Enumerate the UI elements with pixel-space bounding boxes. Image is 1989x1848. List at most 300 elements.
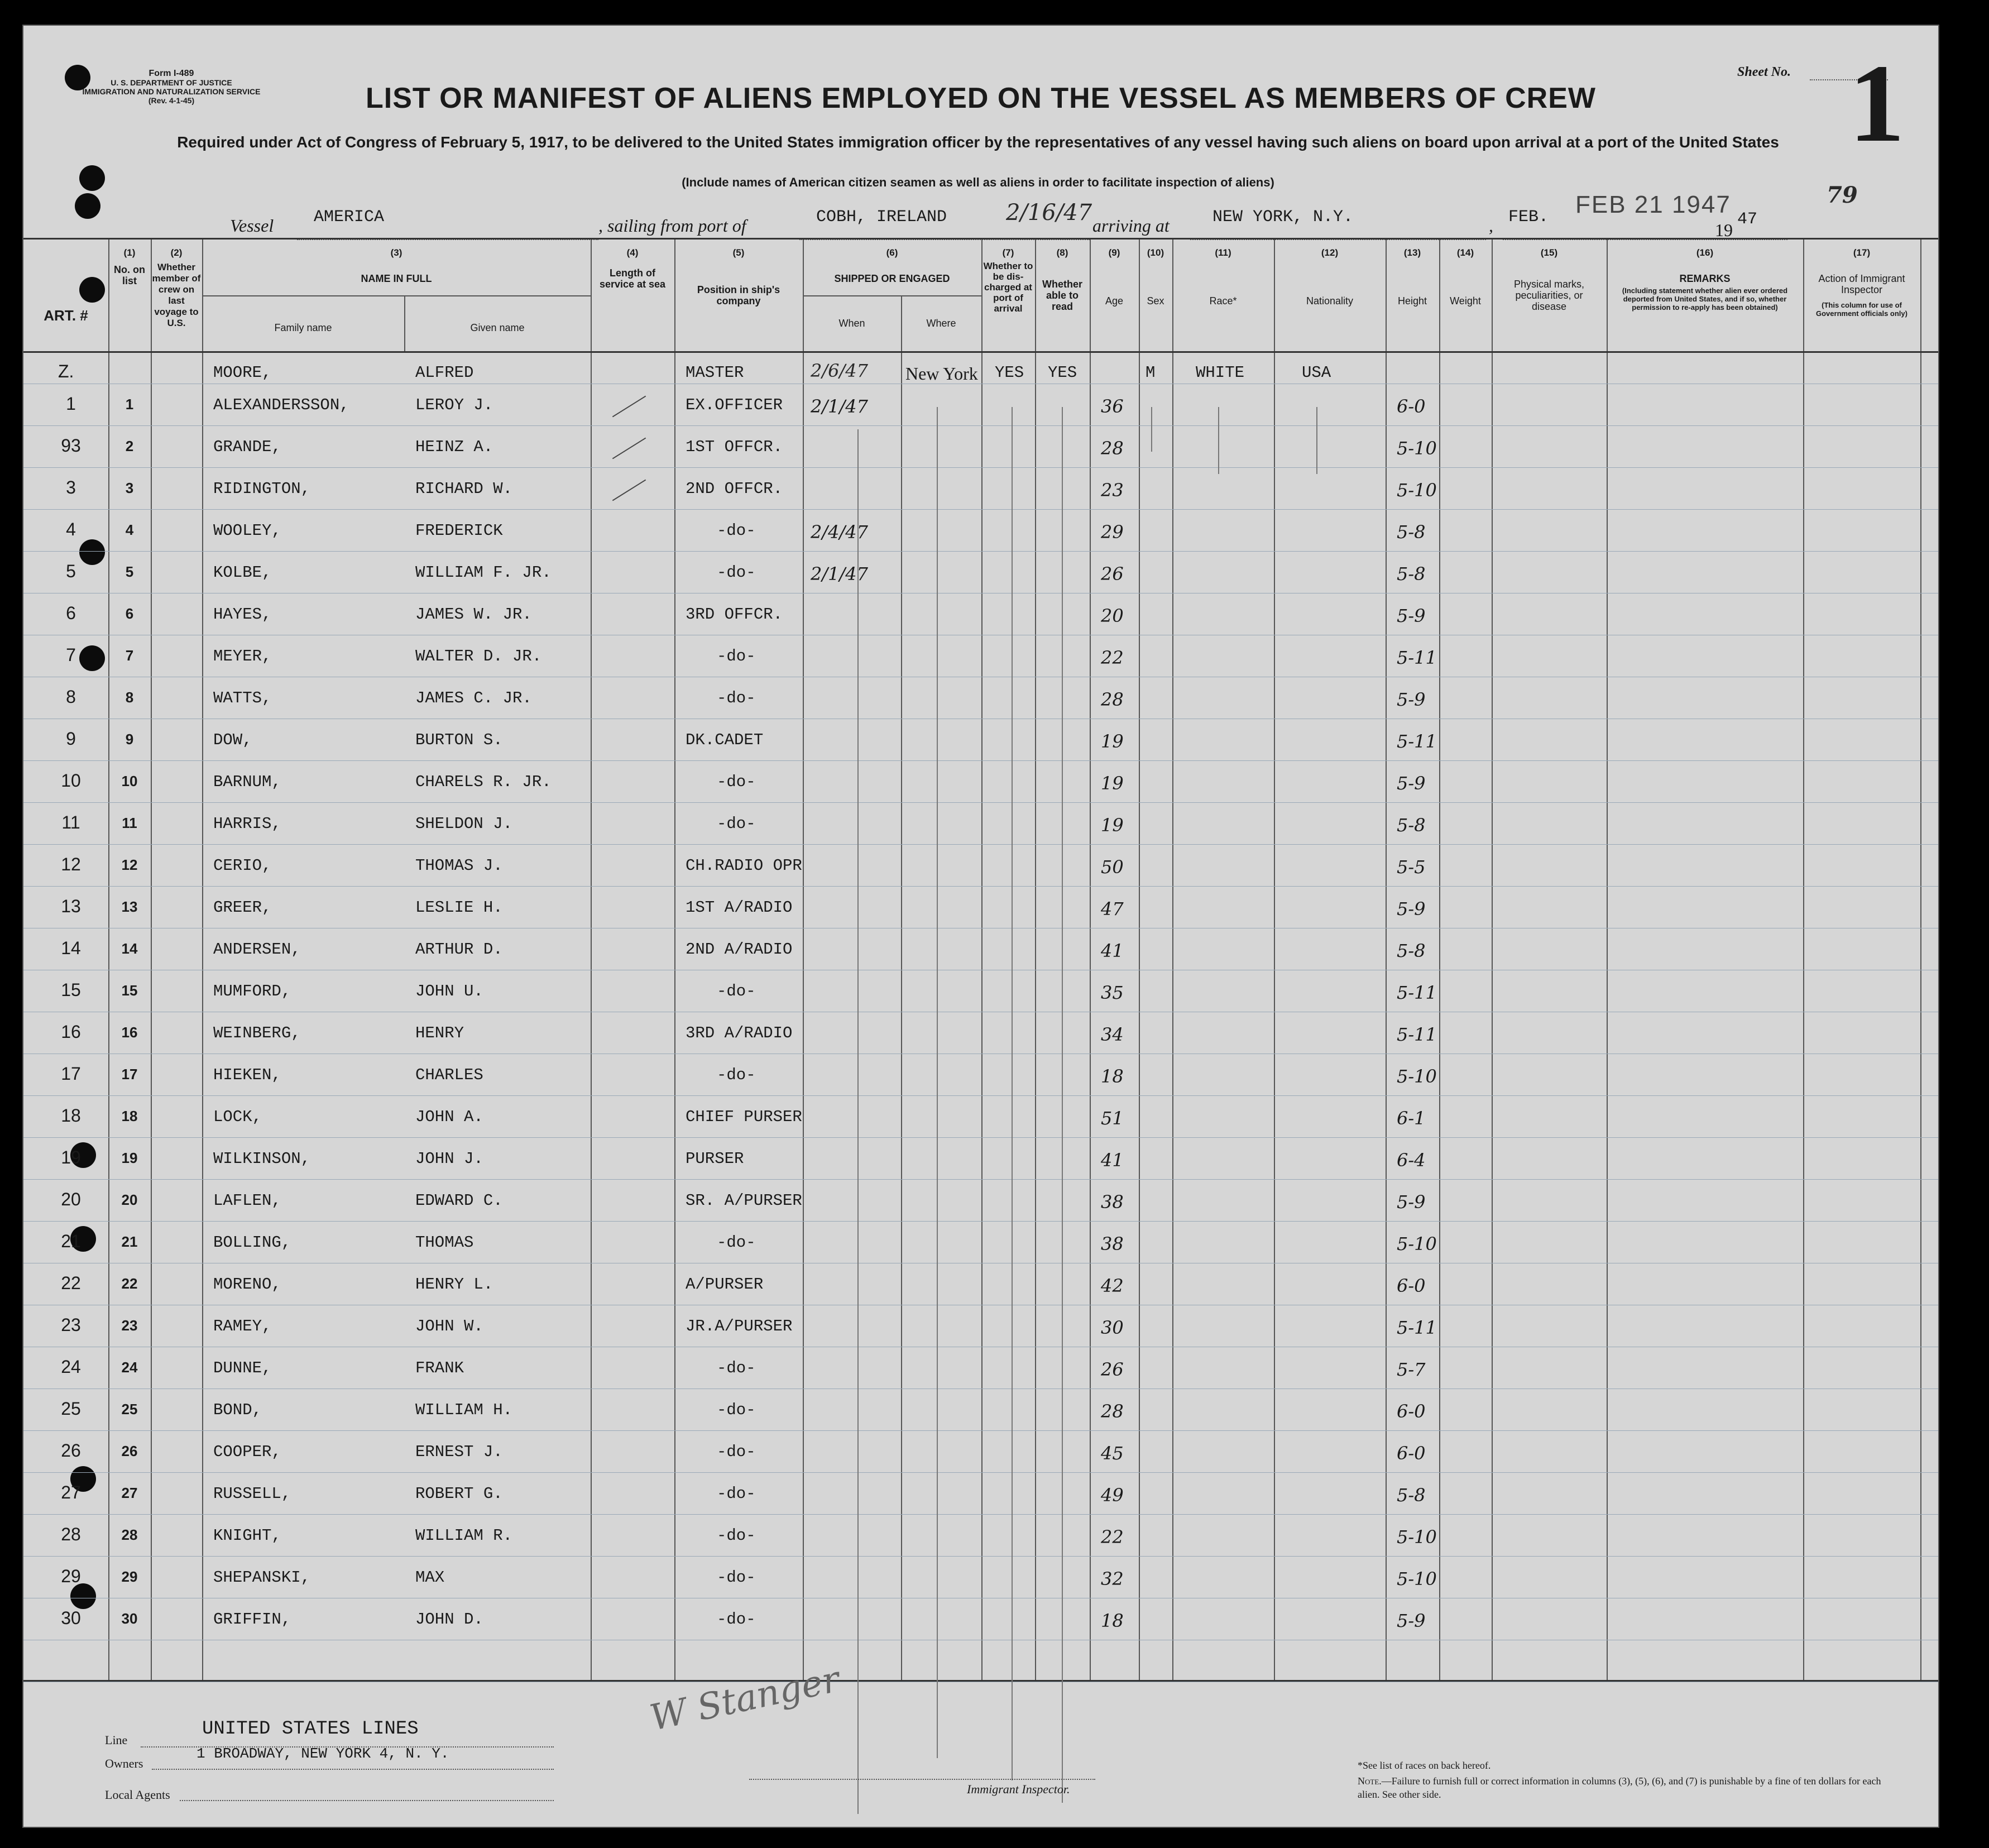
row-number: 18 [121, 1108, 138, 1124]
note-label: Note. [1358, 1775, 1382, 1787]
row-position: -do- [717, 1568, 756, 1587]
row-rule [23, 1221, 1938, 1222]
row-age: 51 [1101, 1108, 1124, 1129]
port-to: NEW YORK, N.Y. [1212, 208, 1354, 227]
service-dash-mark [609, 1118, 610, 1119]
row-number: 16 [121, 1024, 138, 1041]
sailing-date-handwritten: 2/16/47 [1006, 200, 1092, 226]
manifest-table [23, 238, 1938, 1682]
row-family-name: BARNUM, [213, 773, 281, 791]
sheet-number-label: Sheet No. [1737, 65, 1791, 79]
row-position: -do- [717, 1401, 756, 1419]
row-age: 47 [1101, 898, 1124, 920]
vessel-label: Vessel [230, 216, 274, 236]
row-age: 28 [1101, 689, 1124, 710]
row-art: 18 [61, 1105, 81, 1126]
col-11-number: (11) [1215, 247, 1231, 258]
row-height: 5-9 [1397, 1191, 1426, 1213]
row-age: 28 [1101, 438, 1124, 459]
row-family-name: RUSSELL, [213, 1485, 291, 1503]
row-art: 20 [61, 1189, 81, 1209]
row-age: 49 [1101, 1485, 1124, 1506]
row-age: 20 [1101, 605, 1124, 626]
row-position: -do- [717, 1066, 756, 1084]
note-text: —Failure to furnish full or correct information in columns (3), (5), (6), and (7) is punishable by a fine of ten dollars for each alien. See other side. [1358, 1775, 1881, 1800]
service-dash-mark [609, 908, 610, 909]
row-position: -do- [717, 982, 756, 1000]
row-position: -do- [717, 1233, 756, 1252]
col-8-header: Whether able to read [1042, 279, 1082, 312]
row-given-name: THOMAS [415, 1233, 474, 1252]
service-dash-mark [609, 657, 610, 658]
row-number: 8 [125, 689, 134, 706]
row-family-name: RIDINGTON, [213, 480, 311, 498]
row-age: 18 [1101, 1066, 1124, 1087]
row-art: 24 [61, 1357, 81, 1377]
row-art: 30 [61, 1608, 81, 1628]
row-height: 5-11 [1397, 647, 1437, 668]
col-2-number: (2) [170, 247, 183, 258]
row-family-name: DUNNE, [213, 1359, 272, 1377]
row-position: EX.OFFICER [686, 396, 783, 414]
col-9-number: (9) [1108, 247, 1120, 258]
col-8-number: (8) [1056, 247, 1068, 258]
row-height: 5-5 [1397, 856, 1426, 878]
row-height: 6-0 [1397, 1401, 1426, 1422]
row-position: -do- [717, 1359, 756, 1377]
col-2-header: Whether member of crew on last voyage to U.S. [152, 262, 201, 328]
row-family-name: WOOLEY, [213, 521, 281, 540]
row-position: JR.A/PURSER [686, 1317, 793, 1335]
row-position: -do- [717, 1485, 756, 1503]
row-height: 5-9 [1397, 773, 1426, 794]
row-age: 19 [1101, 815, 1124, 836]
row-family-name: HARRIS, [213, 815, 281, 833]
row-age: 29 [1101, 521, 1124, 543]
row-rule [23, 1137, 1938, 1138]
row-rule [23, 1556, 1938, 1557]
row-age: 22 [1101, 647, 1124, 668]
owners-label: Owners [105, 1756, 143, 1770]
row-age: 41 [1101, 940, 1124, 961]
row-height: 6-1 [1397, 1108, 1426, 1129]
department-name: U. S. DEPARTMENT OF JUSTICE [111, 78, 232, 87]
col-9-header: Age [1105, 295, 1124, 307]
row-height: 5-9 [1397, 605, 1426, 626]
row-age: 42 [1101, 1275, 1124, 1296]
row-number: 13 [121, 898, 138, 915]
col-10-header: Sex [1147, 295, 1164, 307]
service-dash-mark [609, 1536, 610, 1538]
col-1-header: No. on list [114, 264, 145, 286]
row-number: 7 [125, 647, 134, 664]
row-given-name: JOHN J. [415, 1150, 483, 1168]
row-family-name: COOPER, [213, 1443, 281, 1461]
row-position: -do- [717, 689, 756, 707]
col-16-note: (Including statement whether alien ever ordered deported from United States, and if so, whether permission to re-apply has been obtained) [1622, 286, 1788, 312]
row-number: 12 [121, 856, 138, 873]
row-art: 7 [66, 645, 76, 665]
row-position: CHIEF PURSER [686, 1108, 802, 1126]
row-number: 4 [125, 521, 134, 538]
row-given-name: JOHN A. [415, 1108, 483, 1126]
row-number: 25 [121, 1401, 138, 1418]
row-age: 45 [1101, 1443, 1124, 1464]
row-age: 50 [1101, 856, 1124, 878]
master-position: MASTER [686, 363, 744, 382]
row-given-name: SHELDON J. [415, 815, 513, 833]
row-number: 14 [121, 940, 138, 957]
vessel-name: AMERICA [314, 208, 385, 227]
row-number: 1 [125, 396, 134, 413]
service-dash-mark [609, 1327, 610, 1328]
row-height: 5-7 [1397, 1359, 1426, 1380]
col-12-header: Nationality [1306, 295, 1354, 307]
service-dash-mark [609, 950, 610, 951]
service-dash-mark [609, 532, 610, 533]
row-number: 22 [121, 1275, 138, 1292]
row-art: 26 [61, 1440, 81, 1461]
row-given-name: HEINZ A. [415, 438, 493, 456]
row-height: 5-11 [1397, 982, 1437, 1003]
row-art: 4 [66, 519, 76, 539]
row-position: 1ST OFFCR. [686, 438, 783, 456]
row-art: 5 [66, 561, 76, 581]
col-13-number: (13) [1403, 247, 1421, 258]
row-art: 14 [61, 938, 81, 958]
row-age: 19 [1101, 731, 1124, 752]
row-height: 6-0 [1397, 396, 1426, 417]
date-stamp: FEB 21 1947 [1575, 191, 1731, 218]
master-family-name: MOORE, [213, 363, 272, 382]
row-number: 6 [125, 605, 134, 622]
row-family-name: KOLBE, [213, 563, 272, 582]
row-rule [23, 1095, 1938, 1096]
row-art: 12 [61, 854, 81, 874]
row-given-name: JAMES W. JR. [415, 605, 532, 624]
col-5-number: (5) [732, 247, 745, 258]
sailing-label: , sailing from port of [598, 216, 746, 236]
row-position: CH.RADIO OPR [686, 856, 802, 875]
row-rule [23, 551, 1938, 552]
inspector-signature: W Stanger [646, 1658, 843, 1740]
row-family-name: SHEPANSKI, [213, 1568, 311, 1587]
row-given-name: ERNEST J. [415, 1443, 503, 1461]
row-age: 22 [1101, 1526, 1124, 1548]
service-dash-mark [609, 1453, 610, 1454]
row-height: 5-9 [1397, 689, 1426, 710]
col-17-number: (17) [1853, 247, 1871, 258]
row-number: 30 [121, 1610, 138, 1627]
row-number: 2 [125, 438, 134, 454]
col-3a-header: Family name [274, 322, 332, 333]
row-age: 26 [1101, 563, 1124, 585]
master-discharged: YES [995, 363, 1024, 382]
master-read: YES [1048, 363, 1077, 382]
row-art: 1 [66, 394, 76, 414]
row-given-name: JOHN W. [415, 1317, 483, 1335]
row-age: 34 [1101, 1024, 1124, 1045]
row-height: 5-8 [1397, 521, 1426, 543]
col-7-header: Whether to be dis-charged at port of arrival [983, 261, 1033, 314]
row-given-name: RICHARD W. [415, 480, 513, 498]
row-rule [23, 509, 1938, 510]
row-rule [23, 760, 1938, 761]
row-family-name: CERIO, [213, 856, 272, 875]
service-dash-mark [609, 1201, 610, 1203]
sheet-annotation: 79 [1827, 182, 1858, 208]
row-age: 36 [1101, 396, 1124, 417]
row-art: 29 [61, 1566, 81, 1586]
row-height: 5-9 [1397, 1610, 1426, 1631]
col-6-header: SHIPPED OR ENGAGED [834, 273, 950, 284]
col-14-header: Weight [1450, 295, 1481, 307]
row-given-name: JOHN D. [415, 1610, 483, 1629]
row-height: 5-9 [1397, 898, 1426, 920]
col-art-header: ART. # [44, 307, 88, 324]
service-dash-mark [612, 438, 646, 459]
col-6-number: (6) [886, 247, 898, 258]
manifest-sheet: Form I-489 U. S. DEPARTMENT OF JUSTICE IMMIGRATION AND NATURALIZATION SERVICE (Rev. 4-1-45) LIST OR MANIFEST OF ALIENS EMPLOYED ON THE VESSEL AS MEMBERS OF CREW Required under Act of Congress of February 5, 1917, to be delivered to the United States immigration officer by the representatives of any vessel having such aliens on board upon arrival at a port of the United States (Include names of American citizen seamen as well as aliens in order to facilitate inspection of aliens) Sheet No. 1 79 Vessel AMERICA , sailing from port of COBH, IRELAND 2/16/47 arriving at NEW YORK, N.Y. , FEB. FEB 21 1947 19 47 ART. # (1) No. on list (2) Whether member of crew on last voyage to U.S. (3) NAME IN FULL Family name Given name (4) Length of service at sea (5) Position in ship's company (6) SHIPPED OR ENGAGED When Where (7) Whether to be dis-charged at port of arrival (8) Whether able to read (9) Age (10) Sex (11) Race* (12) Nationality (13) Height (14) Weight (15) Physical marks, peculiarities, or disease (16) REMARKS (Including statement whether alien ever ordered deported from United States, and if so, whether permission to re-apply has been obtained) (17) Action of Immigrant Inspector (This column for use of Government officials only) 1 1 ALEXANDERSSON, LEROY J. EX.OFFICER 2/1/47 36 6-0 93 2 GRANDE, HEINZ A. 1ST OFFCR. 28 5-10 3 3 RIDINGTON, RICHARD W. 2ND OFFCR. 23 5-10 4 4 WOOLEY, FREDERICK -do- 2/4/47 29 5-8 5 5 KOLBE, WILLIAM F. JR. -do- 2/1/47 26 5-8 6 6 HAYES, JAMES W. JR. 3RD OFFCR. 20 5-9 7 7 MEYER, WALTER D. JR. -do- 22 5-11 8 8 WATTS, JAMES C. JR. -do- 28 5-9 9 9 DOW, BURTON S. DK.CADET 19 5-11 10 10 BARNUM, CHARELS R. JR. -do- 19 5-9 11 11 HARRIS, SHELDON J. -do- 19 5-8 12 12 CERIO, THOMAS J. CH.RADIO OPR 50 5-5 13 13 GREER, LESLIE H. 1ST A/RADIO 47 5-9 14 14 ANDERSEN, ARTHUR D. 2ND A/RADIO 41 5-8 15 15 MUMFORD, JOHN U. -do- 35 5-11 16 16 WEINBERG, HENRY 3RD A/RADIO 34 5-11 17 17 HIEKEN, CHARLES -do- 18 5-10 18 18 LOCK, JOHN A. CHIEF PURSER 51 6-1 19 19 WILKINSON, JOHN J. PURSER 41 6-4 20 20 LAFLEN, EDWARD C. SR. A/PURSER 38 5-9 21 21 BOLLING, THOMAS -do- 38 5-10 22 22 MORENO, HENRY L. A/PURSER 42 6-0 23 23 RAMEY, JOHN W. JR.A/PURSER 30 5-11 24 24 DUNNE, FRANK -do- 26 5-7 25 25 BOND, WILLIAM H. -do- 28 6-0 26 26 COOPER, ERNEST J. -do- 45 6-0 27 27 RUSSELL, ROBERT G. -do- 49 5-8 28 28 KNIGHT, WILLIAM R. -do- 22 5-10 29 29 SHEPANSKI, MAX -do- 32 5-10 30 30 GRIFFIN, JOHN D. -do- 18 5-9 Z. MOORE, ALFRED MASTER 2/6/47 New York YES YES M WHITE USA Line UNITED STATES LINES Owners 1 BROADWAY, NEW YORK 4, N. Y. Local Agents W Stanger Immigrant Inspector. *See list of races on back hereof. Note.—Failure to furnish full or correct information in columns (3), (5), (6), and (7) is punishable by a fine of ten dollars for each alien. See other side. [22, 25, 1939, 1828]
master-given-name: ALFRED [415, 363, 474, 382]
row-when: 2/1/47 [811, 396, 868, 417]
row-rule [23, 425, 1938, 426]
row-given-name: THOMAS J. [415, 856, 503, 875]
form-number: Form I-489 [148, 69, 194, 78]
row-number: 3 [125, 480, 134, 496]
row-family-name: GRIFFIN, [213, 1610, 291, 1629]
row-given-name: LEROY J. [415, 396, 493, 414]
row-given-name: CHARLES [415, 1066, 483, 1084]
row-position: -do- [717, 1526, 756, 1545]
row-age: 38 [1101, 1191, 1124, 1213]
master-when: 2/6/47 [811, 360, 868, 381]
row-family-name: DOW, [213, 731, 252, 749]
row-position: 2ND OFFCR. [686, 480, 783, 498]
fine-note [1358, 1774, 1894, 1801]
row-number: 28 [121, 1526, 138, 1543]
row-family-name: MEYER, [213, 647, 272, 666]
row-position: SR. A/PURSER [686, 1191, 802, 1210]
col-14-number: (14) [1456, 247, 1474, 258]
row-position: -do- [717, 1443, 756, 1461]
row-age: 38 [1101, 1233, 1124, 1255]
row-art: 21 [61, 1231, 81, 1251]
row-position: -do- [717, 773, 756, 791]
row-family-name: LAFLEN, [213, 1191, 281, 1210]
row-height: 5-11 [1397, 731, 1437, 752]
races-note: *See list of races on back hereof. [1358, 1760, 1491, 1771]
row-art: 27 [61, 1482, 81, 1502]
row-when: 2/4/47 [811, 521, 868, 543]
row-age: 35 [1101, 982, 1124, 1003]
row-position: A/PURSER [686, 1275, 764, 1294]
col-17-header: Action of Immigrant Inspector [1818, 273, 1905, 295]
row-height: 5-8 [1397, 940, 1426, 961]
row-number: 20 [121, 1191, 138, 1208]
col-3b-header: Given name [470, 322, 525, 333]
row-art: 25 [61, 1399, 81, 1419]
row-number: 23 [121, 1317, 138, 1334]
row-number: 15 [121, 982, 138, 999]
row-height: 5-8 [1397, 563, 1426, 585]
row-position: -do- [717, 563, 756, 582]
row-height: 5-10 [1397, 1526, 1437, 1548]
col-4-header: Length of service at sea [599, 267, 666, 290]
service-dash-mark [609, 992, 610, 993]
service-dash-mark [609, 573, 610, 574]
col-10-number: (10) [1147, 247, 1164, 258]
service-dash-mark [609, 1369, 610, 1370]
service-dash-mark [609, 1034, 610, 1035]
punch-hole [79, 165, 105, 191]
master-sex: M [1146, 363, 1156, 382]
row-given-name: WILLIAM F. JR. [415, 563, 552, 582]
service-dash-mark [609, 699, 610, 700]
service-dash-mark [609, 783, 610, 784]
year-prefix: 19 [1715, 220, 1733, 240]
row-position: 3RD OFFCR. [686, 605, 783, 624]
service-dash-mark [609, 1620, 610, 1621]
row-rule [23, 1472, 1938, 1473]
row-rule [23, 467, 1938, 468]
row-given-name: MAX [415, 1568, 445, 1587]
service-dash-mark [612, 396, 646, 418]
row-age: 30 [1101, 1317, 1124, 1338]
row-when: 2/1/47 [811, 563, 868, 585]
row-family-name: ALEXANDERSSON, [213, 396, 349, 414]
col-4-number: (4) [626, 247, 639, 258]
row-age: 18 [1101, 1610, 1124, 1631]
row-position: -do- [717, 1610, 756, 1629]
row-rule [23, 886, 1938, 887]
year-suffix: 47 [1737, 210, 1758, 229]
row-art: 17 [61, 1064, 81, 1084]
local-agents-label: Local Agents [105, 1788, 170, 1802]
service-dash-mark [609, 866, 610, 868]
col-17-note: (This column for use of Government officials only) [1816, 301, 1907, 318]
row-number: 29 [121, 1568, 138, 1585]
row-family-name: GREER, [213, 898, 272, 917]
row-age: 26 [1101, 1359, 1124, 1380]
row-height: 5-10 [1397, 1233, 1437, 1255]
row-rule [23, 1179, 1938, 1180]
row-height: 5-8 [1397, 815, 1426, 836]
port-from: COBH, IRELAND [816, 208, 947, 227]
row-family-name: GRANDE, [213, 438, 281, 456]
row-given-name: WILLIAM R. [415, 1526, 513, 1545]
row-given-name: WALTER D. JR. [415, 647, 542, 666]
row-position: -do- [717, 647, 756, 666]
row-height: 5-8 [1397, 1485, 1426, 1506]
service-dash-mark [609, 1076, 610, 1077]
sheet-number: 1 [1849, 42, 1905, 165]
row-art: 6 [66, 603, 76, 623]
master-nationality: USA [1302, 363, 1331, 382]
row-height: 5-11 [1397, 1317, 1437, 1338]
row-family-name: WILKINSON, [213, 1150, 311, 1168]
master-race: WHITE [1196, 363, 1245, 382]
row-art: 10 [61, 770, 81, 791]
line-value: UNITED STATES LINES [202, 1718, 419, 1740]
row-position: -do- [717, 521, 756, 540]
row-position: 2ND A/RADIO [686, 940, 793, 959]
row-age: 19 [1101, 773, 1124, 794]
col-3-header: NAME IN FULL [361, 273, 432, 284]
row-age: 41 [1101, 1150, 1124, 1171]
row-position: 3RD A/RADIO [686, 1024, 793, 1042]
service-dash-mark [609, 1160, 610, 1161]
page-subnote: (Include names of American citizen seamen as well as aliens in order to facilitate inspection of aliens) [682, 175, 1274, 189]
row-art: 15 [61, 980, 81, 1000]
row-art: 11 [61, 812, 80, 832]
row-height: 5-10 [1397, 438, 1437, 459]
row-number: 10 [121, 773, 138, 789]
col-16-number: (16) [1696, 247, 1714, 258]
row-given-name: LESLIE H. [415, 898, 503, 917]
col-12-number: (12) [1321, 247, 1339, 258]
row-family-name: BOND, [213, 1401, 262, 1419]
row-number: 17 [121, 1066, 138, 1083]
row-art: 22 [61, 1273, 81, 1293]
row-family-name: HIEKEN, [213, 1066, 281, 1084]
master-art: Z. [58, 361, 74, 381]
row-art: 93 [61, 435, 81, 456]
line-label: Line [105, 1733, 128, 1747]
row-art: 19 [61, 1147, 81, 1167]
row-art: 8 [66, 687, 76, 707]
row-rule [23, 1514, 1938, 1515]
row-family-name: WATTS, [213, 689, 272, 707]
col-15-number: (15) [1540, 247, 1558, 258]
row-family-name: HAYES, [213, 605, 272, 624]
row-given-name: CHARELS R. JR. [415, 773, 552, 791]
row-family-name: MUMFORD, [213, 982, 291, 1000]
row-given-name: EDWARD C. [415, 1191, 503, 1210]
row-position: PURSER [686, 1150, 744, 1168]
row-family-name: KNIGHT, [213, 1526, 281, 1545]
service-dash-mark [609, 615, 610, 616]
col-1-number: (1) [123, 247, 136, 258]
col-3-number: (3) [390, 247, 402, 258]
row-given-name: WILLIAM H. [415, 1401, 513, 1419]
row-given-name: JAMES C. JR. [415, 689, 532, 707]
owners-value: 1 BROADWAY, NEW YORK 4, N. Y. [196, 1745, 449, 1762]
service-dash-mark [609, 1578, 610, 1579]
form-revision: (Rev. 4-1-45) [148, 96, 195, 105]
row-rule [23, 844, 1938, 845]
page-subtitle: Required under Act of Congress of February 5, 1917, to be delivered to the United States immigration officer by the representatives of any vessel having such aliens on board upon arrival at a port of the United States [177, 133, 1779, 151]
row-family-name: ANDERSEN, [213, 940, 301, 959]
row-number: 27 [121, 1485, 138, 1501]
row-given-name: BURTON S. [415, 731, 503, 749]
row-age: 32 [1101, 1568, 1124, 1590]
row-art: 28 [61, 1524, 81, 1544]
service-name: IMMIGRATION AND NATURALIZATION SERVICE [82, 87, 261, 96]
row-height: 5-10 [1397, 1066, 1437, 1087]
row-position: 1ST A/RADIO [686, 898, 793, 917]
row-given-name: ROBERT G. [415, 1485, 503, 1503]
service-dash-mark [612, 480, 646, 501]
service-dash-mark [609, 1243, 610, 1244]
row-art: 13 [61, 896, 81, 916]
row-number: 11 [122, 815, 137, 831]
row-family-name: RAMEY, [213, 1317, 272, 1335]
punch-hole [75, 193, 100, 219]
inspector-label: Immigrant Inspector. [967, 1782, 1070, 1796]
row-rule [23, 1430, 1938, 1431]
col-16-header: REMARKS [1679, 273, 1731, 284]
